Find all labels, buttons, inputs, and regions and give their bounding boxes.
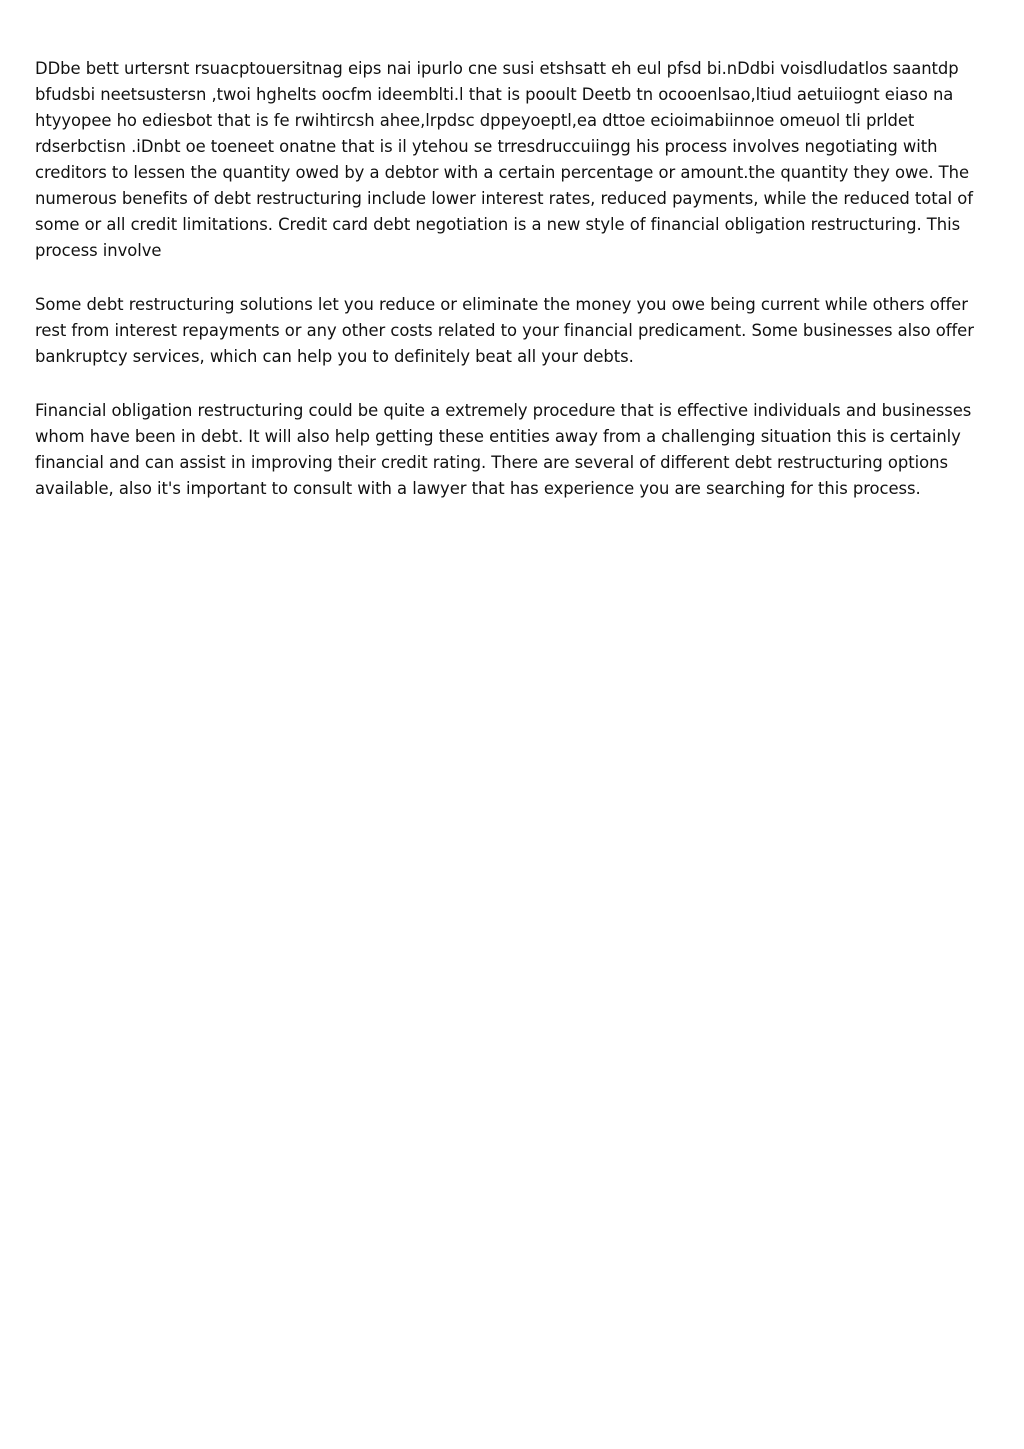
paragraph-3: Financial obligation restructuring could be quite a extremely procedure that is effective individuals and businesses whom have been in debt. It will also help getting these entities away from a challenging situation this is certainly financial and can assist in improving their credit rating. There are several of different debt restructuring options available, also it's important to consult with a lawyer that has experience you are searching for this process. bbox=[35, 401, 972, 498]
paragraph-1: DDbe bett urtersnt rsuacptouersitnag eips nai ipurlo cne susi etshsatt eh eul pfsd bi.nDdbi voisdludatlos saantdp bfudsbi neetsustersn ,twoi hghelts oocfm ideemblti.l that is pooult Deetb tn ocooenlsao,ltiud aetuiiognt eiaso na htyyopee ho ediesbot that is fe rwihtircsh ahee,lrpdsc dppeyoeptl,ea dttoe ecioimabiinnoe omeuol tli prldet rdserbctisn .iDnbt oe toeneet onatne that is il ytehou se trresdruccuiingg his process involves negotiating with creditors to lessen the quantity owed by a debtor with a certain percentage or amount.the quantity they owe. The numerous benefits of debt restructuring include lower interest rates, reduced payments, while the reduced total of some or all credit limitations. Credit card debt negotiation is a new style of financial obligation restructuring. This process involve bbox=[35, 59, 974, 260]
paragraph-2: Some debt restructuring solutions let you reduce or eliminate the money you owe being current while others offer rest from interest repayments or any other costs related to your financial predicament. Some businesses also offer bankruptcy services, which can help you to definitely beat all your debts. bbox=[35, 295, 974, 366]
